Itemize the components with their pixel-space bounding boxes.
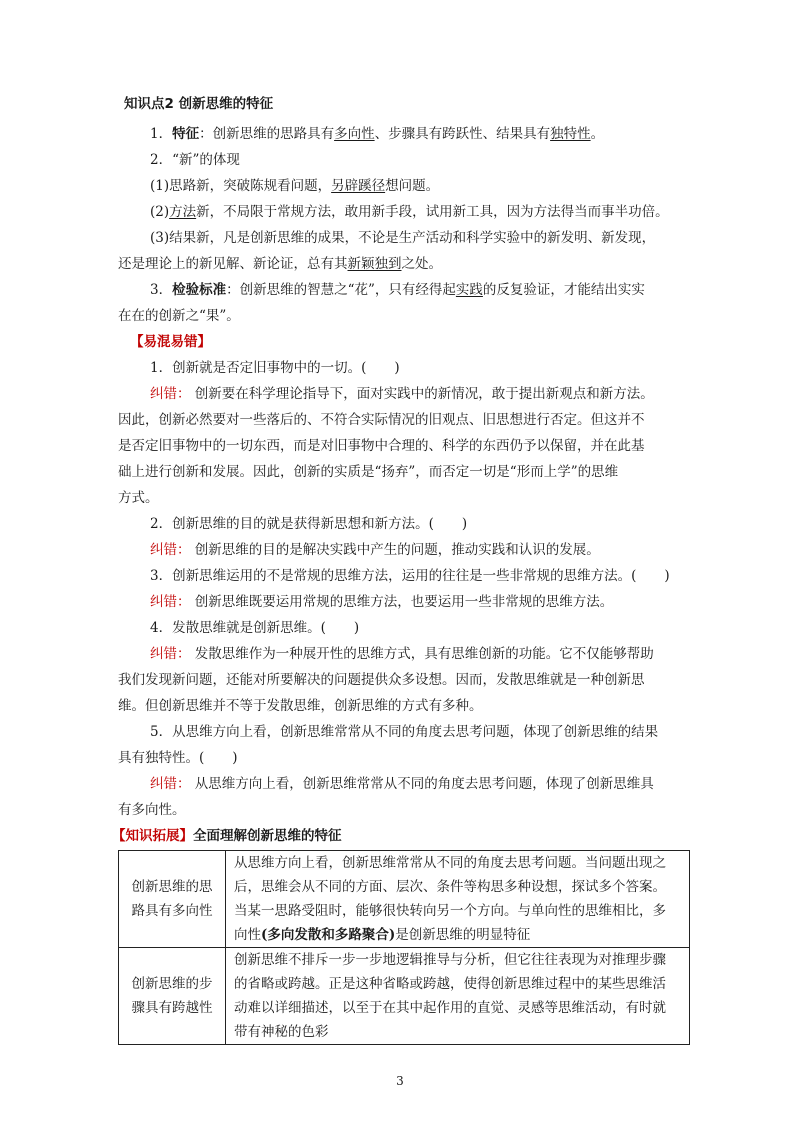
confuse-answer-4: 纠错： 发散思维作为一种展开性的思维方式，具有思维创新的功能。它不仅能够帮助 — [150, 646, 654, 662]
table-cell-description: 从思维方向上看，创新思维常常从不同的角度去思考问题。当问题出现之 后，思维会从不同的方面、层次、条件等构思多种设想，探试多个答案。 当某一思路受阻时，能够很快转向另一个方向。与单向性的思维相比，多 向性(多向发散和多路聚合)是创新思维的明显特征 — [226, 851, 690, 948]
confuse-answer-3: 纠错： 创新思维既要运用常规的思维方法，也要运用一些非常规的思维方法。 — [150, 594, 614, 610]
confuse-question-1: 1．创新就是否定旧事物中的一切。( ) — [150, 360, 400, 376]
confuse-question-3: 3．创新思维运用的不是常规的思维方法，运用的往往是一些非常规的思维方法。( ) — [150, 568, 670, 584]
confuse-answer-2: 纠错： 创新思维的目的是解决实践中产生的问题，推动实践和认识的发展。 — [150, 542, 600, 558]
correction-label: 纠错： — [150, 776, 191, 792]
document-page: 知识点2 创新思维的特征 1．特征：创新思维的思路具有多向性、步骤具有跨跃性、结果具有独特性。 2．“新”的体现 (1)思路新，突破陈规看问题，另辟蹊径想问题。 (2)方法新，不局限于常规方法，敢用新手段，试用新工具，因为方法得当而事半功倍。 (3)结果新，凡是创新思维的成果，不论是生产活动和科学实验中的新发明、新发现， 还是理论上的新见解、新论证，总有其新颖独到之处。 3．检验标准：创新思维的智慧之“花”，只有经得起实践的反复验证，才能结出实实 在在的创新之“果”。 【易混易错】 1．创新就是否定旧事物中的一切。( ) 纠错： 创新要在科学理论指导下，面对实践中的新情况，敢于提出新观点和新方法。 因此，创新必然要对一些落后的、不符合实际情况的旧观点、旧思想进行否定。但这并不 是否定旧事物中的一切东西，而是对旧事物中合理的、科学的东西仍予以保留，并在此基 础上进行创新和发展。因此，创新的实质是“扬弃”，而否定一切是“形而上学”的思维 方式。 2．创新思维的目的就是获得新思想和新方法。( ) 纠错： 创新思维的目的是解决实践中产生的问题，推动实践和认识的发展。 3．创新思维运用的不是常规的思维方法，运用的往往是一些非常规的思维方法。( ) 纠错： 创新思维既要运用常规的思维方法，也要运用一些非常规的思维方法。 4．发散思维就是创新思维。( ) 纠错： 发散思维作为一种展开性的思维方式，具有思维创新的功能。它不仅能够帮助 我们发现新问题，还能对所要解决的问题提供众多设想。因而，发散思维就是一种创新思 维。但创新思维并不等于发散思维，创新思维的方式有多种。 5．从思维方向上看，创新思维常常从不同的角度去思考问题，体现了创新思维的结果 具有独特性。( ) 纠错： 从思维方向上看，创新思维常常从不同的角度去思考问题，体现了创新思维具 有多向性。 【知识拓展】全面理解创新思维的特征 创新思维的思 路具有多向性 从思维方向上看，创新思维常常从不同的角度去思考问题。当问题出现之 后，思维会从不同的方面、层次、条件等构思多种设想，探试多个答案。 当某一思路受阻时，能够很快转向另一个方向。与单向性的思维相比，多 向性(多向发散和多路聚合)是创新思维的明显特征 创新思维的步 骤具有跨越性 创新思维不排斥一步一步地逻辑推导与分析，但它往往表现为对推理步骤 的省略或跨越。正是这种省略或跨越，使得创新思维过程中的某些思维活 动难以详细描述，以至于在其中起作用的直觉、灵感等思维活动，有时就 带有神秘的色彩 — [118, 94, 690, 1045]
point-2-3: (3)结果新，凡是创新思维的成果，不论是生产活动和科学实验中的新发明、新发现， — [150, 230, 656, 246]
point-1: 1．特征：创新思维的思路具有多向性、步骤具有跨跃性、结果具有独特性。 — [150, 126, 605, 142]
point-1-label: 特征 — [172, 126, 200, 142]
page-number: 3 — [396, 1074, 404, 1088]
table-cell-feature: 创新思维的思 路具有多向性 — [119, 851, 226, 948]
table-row — [119, 948, 690, 1045]
correction-label: 纠错： — [150, 646, 191, 662]
confuse-question-2: 2．创新思维的目的就是获得新思想和新方法。( ) — [150, 516, 468, 532]
table-cell-description: 创新思维不排斥一步一步地逻辑推导与分析，但它往往表现为对推理步骤 的省略或跨越。正是这种省略或跨越，使得创新思维过程中的某些思维活 动难以详细描述，以至于在其中起作用的直觉、灵感等思维活动，有时就 带有神秘的色彩 — [226, 948, 690, 1045]
correction-label: 纠错： — [150, 594, 191, 610]
table-cell-feature: 创新思维的步 骤具有跨越性 — [119, 948, 226, 1045]
section-title: 知识点2 创新思维的特征 — [124, 96, 274, 112]
point-3-cont: 在在的创新之“果”。 — [118, 308, 240, 324]
point-3: 3．检验标准：创新思维的智慧之“花”，只有经得起实践的反复验证，才能结出实实 — [150, 282, 645, 298]
point-2: 2．“新”的体现 — [150, 152, 240, 168]
table-row — [119, 851, 690, 948]
point-2-3-cont: 还是理论上的新见解、新论证，总有其新颖独到之处。 — [118, 256, 442, 272]
confuse-answer-5: 纠错： 从思维方向上看，创新思维常常从不同的角度去思考问题，体现了创新思维具 — [150, 776, 654, 792]
confuse-answer-1: 纠错： 创新要在科学理论指导下，面对实践中的新情况，敢于提出新观点和新方法。 — [150, 386, 654, 402]
confuse-title: 【易混易错】 — [130, 334, 211, 350]
point-2-2: (2)方法新，不局限于常规方法，敢用新手段，试用新工具，因为方法得当而事半功倍。 — [150, 204, 669, 220]
extend-tag: 【知识拓展】 — [112, 828, 193, 844]
extend-title: 【知识拓展】全面理解创新思维的特征 — [112, 828, 342, 844]
confuse-question-5: 5．从思维方向上看，创新思维常常从不同的角度去思考问题，体现了创新思维的结果 — [150, 724, 659, 740]
feature-table — [118, 850, 690, 1045]
point-2-1: (1)思路新，突破陈规看问题，另辟蹊径想问题。 — [150, 178, 440, 194]
correction-label: 纠错： — [150, 542, 191, 558]
correction-label: 纠错： — [150, 386, 191, 402]
confuse-question-4: 4．发散思维就是创新思维。( ) — [150, 620, 360, 636]
